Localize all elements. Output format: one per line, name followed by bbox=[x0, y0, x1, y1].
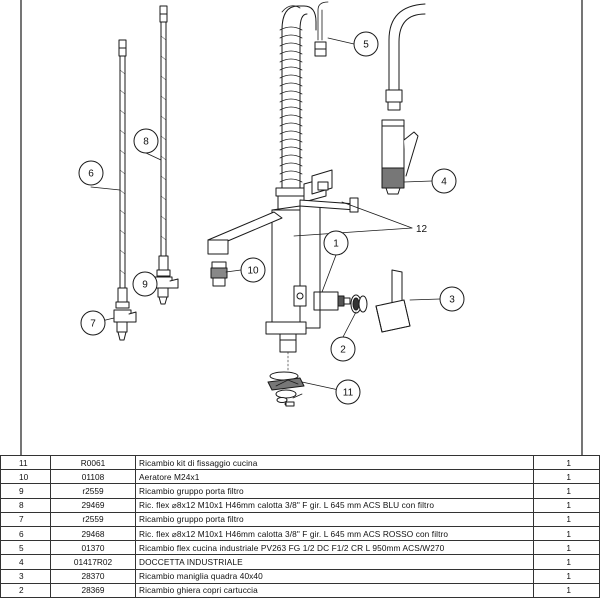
part-description: Ricambio kit di fissaggio cucina bbox=[136, 456, 534, 470]
parts-row bbox=[1, 555, 600, 569]
callout-7-label: 7 bbox=[90, 318, 96, 330]
part-code: 29468 bbox=[51, 526, 136, 540]
callout-5-label: 5 bbox=[363, 39, 369, 51]
callout-2 bbox=[331, 337, 355, 361]
callout-11-label: 11 bbox=[342, 387, 354, 399]
part-quantity: 1 bbox=[534, 569, 600, 583]
callout-4-label: 4 bbox=[441, 176, 447, 188]
parts-row bbox=[1, 498, 600, 512]
spring-coil-hose-part-5 bbox=[280, 2, 328, 188]
part-quantity: 1 bbox=[534, 541, 600, 555]
callout-3 bbox=[440, 287, 464, 311]
callout-6-label: 6 bbox=[88, 168, 94, 180]
parts-row bbox=[1, 484, 600, 498]
callout-5 bbox=[354, 32, 378, 56]
part-position: 4 bbox=[1, 555, 51, 569]
part-description: Aeratore M24x1 bbox=[136, 470, 534, 484]
parts-row bbox=[1, 456, 600, 470]
parts-list-table bbox=[0, 455, 600, 598]
callout-7 bbox=[81, 311, 105, 335]
part-position: 8 bbox=[1, 498, 51, 512]
part-position: 11 bbox=[1, 456, 51, 470]
part-code: 01370 bbox=[51, 541, 136, 555]
callout-1 bbox=[324, 231, 348, 255]
part-code: 28369 bbox=[51, 583, 136, 597]
callout-2-label: 2 bbox=[340, 344, 346, 356]
flex-hose-blue-part-8 bbox=[155, 6, 178, 304]
part-code: 01108 bbox=[51, 470, 136, 484]
part-quantity: 1 bbox=[534, 498, 600, 512]
part-quantity: 1 bbox=[534, 470, 600, 484]
callout-12 bbox=[416, 224, 428, 235]
part-position: 9 bbox=[1, 484, 51, 498]
faucet-body bbox=[208, 170, 358, 352]
callout-9-label: 9 bbox=[142, 279, 148, 291]
part-code: R0061 bbox=[51, 456, 136, 470]
part-code: r2559 bbox=[51, 512, 136, 526]
part-code: 29469 bbox=[51, 498, 136, 512]
part-quantity: 1 bbox=[534, 583, 600, 597]
callout-4 bbox=[432, 169, 456, 193]
part-description: Ricambio maniglia quadra 40x40 bbox=[136, 569, 534, 583]
parts-row bbox=[1, 526, 600, 540]
callout-6 bbox=[79, 161, 103, 185]
part-description: Ricambio gruppo porta filtro bbox=[136, 512, 534, 526]
callout-3-label: 3 bbox=[449, 294, 455, 306]
part-description: Ricambio gruppo porta filtro bbox=[136, 484, 534, 498]
part-quantity: 1 bbox=[534, 526, 600, 540]
callout-8-label: 8 bbox=[143, 136, 149, 148]
parts-row bbox=[1, 583, 600, 597]
fixing-kit-part-11 bbox=[268, 352, 304, 406]
part-code: 28370 bbox=[51, 569, 136, 583]
part-position: 5 bbox=[1, 541, 51, 555]
part-quantity: 1 bbox=[534, 512, 600, 526]
part-quantity: 1 bbox=[534, 484, 600, 498]
part-quantity: 1 bbox=[534, 555, 600, 569]
parts-row bbox=[1, 541, 600, 555]
ring-nut-part-2 bbox=[351, 295, 367, 313]
part-position: 10 bbox=[1, 470, 51, 484]
aerator-part-10 bbox=[211, 262, 227, 286]
parts-list-body bbox=[1, 456, 600, 598]
shower-head-part-4 bbox=[382, 4, 425, 194]
part-description: DOCCETTA INDUSTRIALE bbox=[136, 555, 534, 569]
parts-row bbox=[1, 512, 600, 526]
part-quantity: 1 bbox=[534, 456, 600, 470]
callout-1-label: 1 bbox=[333, 238, 339, 250]
callout-9 bbox=[133, 272, 157, 296]
part-position: 7 bbox=[1, 512, 51, 526]
callout-11 bbox=[336, 380, 360, 404]
part-code: r2559 bbox=[51, 484, 136, 498]
part-position: 2 bbox=[1, 583, 51, 597]
part-code: 01417R02 bbox=[51, 555, 136, 569]
square-handle-part-3 bbox=[376, 270, 410, 332]
cartridge-part-1 bbox=[314, 292, 350, 310]
callout-10-label: 10 bbox=[247, 265, 259, 277]
part-description: Ric. flex ⌀8x12 M10x1 H46mm calotta 3/8" F gir. L 645 mm ACS ROSSO con filtro bbox=[136, 526, 534, 540]
part-description: Ricambio flex cucina industriale PV263 FG 1/2 DC F1/2 CR L 950mm ACS/W270 bbox=[136, 541, 534, 555]
callout-12-label: 12 bbox=[416, 224, 428, 235]
part-position: 6 bbox=[1, 526, 51, 540]
callout-10 bbox=[241, 258, 265, 282]
part-description: Ric. flex ⌀8x12 M10x1 H46mm calotta 3/8" F gir. L 645 mm ACS BLU con filtro bbox=[136, 498, 534, 512]
callout-8 bbox=[134, 129, 158, 153]
part-position: 3 bbox=[1, 569, 51, 583]
part-description: Ricambio ghiera copri cartuccia bbox=[136, 583, 534, 597]
parts-row bbox=[1, 470, 600, 484]
parts-row bbox=[1, 569, 600, 583]
